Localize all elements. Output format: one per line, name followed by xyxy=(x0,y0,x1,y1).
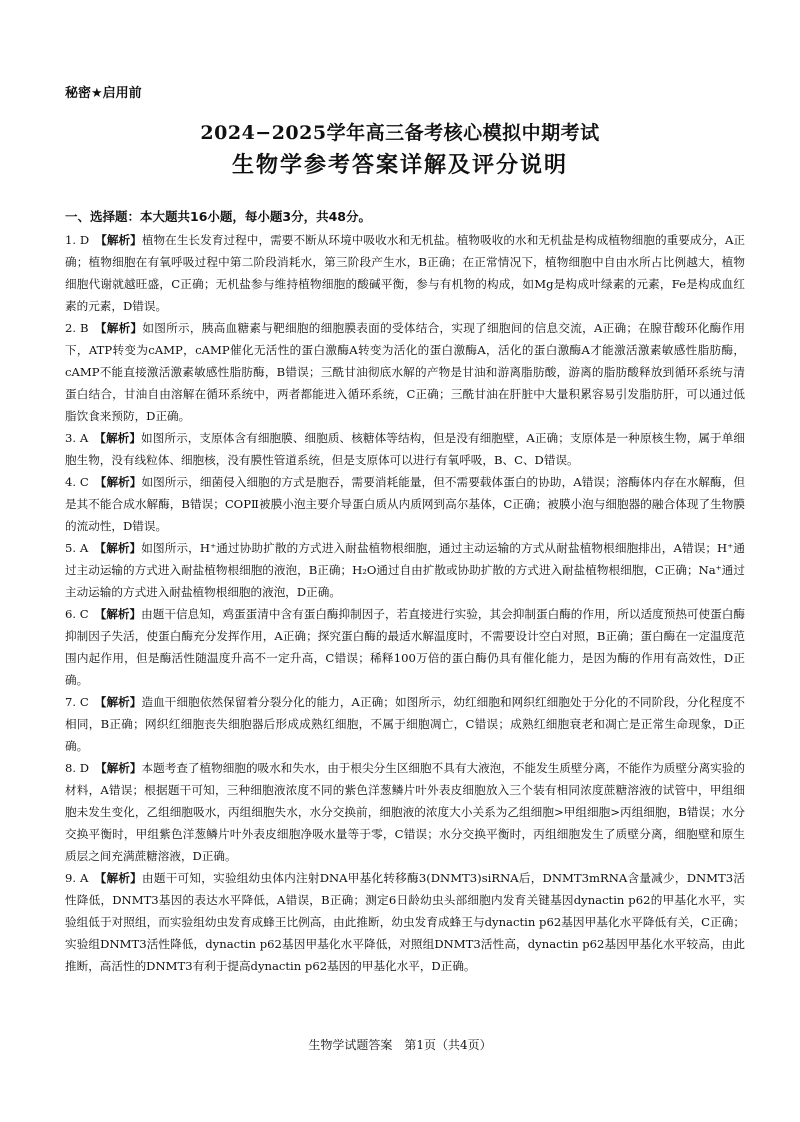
document-subtitle: 生物学参考答案详解及评分说明 xyxy=(231,153,568,178)
answer-explanation: 造血干细胞依然保留着分裂分化的能力，A正确；如图所示，幼红细胞和网织红细胞处于分化的不同阶段，分化程度不相同，B正确；网织红细胞丧失细胞器后形成成熟红细胞，不属于细胞凋亡，C错误；成熟红细胞衰老和凋亡是正常生命现象，D正确。 xyxy=(65,695,745,753)
analysis-tag: 【解析】 xyxy=(94,695,142,709)
answer-item-3 xyxy=(65,427,745,471)
answer-item-7 xyxy=(65,691,745,757)
answer-explanation: 植物在生长发育过程中，需要不断从环境中吸收水和无机盐。植物吸收的水和无机盐是构成植物细胞的重要成分，A正确；植物细胞在有氧呼吸过程中第二阶段消耗水，第三阶段产生水，B正确；在正常情况下，植物细胞中自由水所占比例越大，植物细胞代谢就越旺盛，C正确；无机盐参与维持植物细胞的酸碱平衡，参与有机物的构成，如Mg是构成叶绿素的元素，Fe是构成血红素的元素，D错误。 xyxy=(65,233,745,313)
exam-title: 2024−2025学年高三备考核心模拟中期考试 xyxy=(200,122,600,144)
analysis-tag: 【解析】 xyxy=(94,607,142,621)
answer-explanation: 如图所示，胰高血糖素与靶细胞的细胞膜表面的受体结合，实现了细胞间的信息交流，A正确；在腺苷酸环化酶作用下，ATP转变为cAMP，cAMP催化无活性的蛋白激酶A转变为活化的蛋白激酶A，活化的蛋白激酶A才能激活激素敏感性脂肪酶，cAMP不能直接激活激素敏感性脂肪酶，B错误；三酰甘油彻底水解的产物是甘油和游离脂肪酸，游离的脂肪酸释放到循环系统与清蛋白结合，甘油自由溶解在循环系统中，两者都能进入循环系统，C正确；三酰甘油在肝脏中大量积累容易引发脂肪肝，可以通过低脂饮食来预防，D正确。 xyxy=(65,321,745,423)
answer-item-4 xyxy=(65,471,745,537)
answer-explanation: 由题干信息知，鸡蛋蛋清中含有蛋白酶抑制因子，若直接进行实验，其会抑制蛋白酶的作用，所以适度预热可使蛋白酶抑制因子失活，使蛋白酶充分发挥作用，A正确；探究蛋白酶的最适水解温度时，不需要设计空白对照，B正确；蛋白酶在一定温度范围内起作用，但是酶活性随温度升高不一定升高，C错误；稀释100万倍的蛋白酶仍具有催化能力，是因为酶的作用有高效性，D正确。 xyxy=(65,607,745,687)
page-footer: 生物学试题答案 第1页（共4页） xyxy=(308,1038,492,1052)
answer-explanation: 本题考查了植物细胞的吸水和失水，由于根尖分生区细胞不具有大液泡，不能发生质壁分离，不能作为质壁分离实验的材料，A错误；根据题干可知，三种细胞液浓度不同的紫色洋葱鳞片叶外表皮细胞放入三个装有相同浓度蔗糖溶液的试管中，甲组细胞未发生变化，乙组细胞吸水，丙组细胞失水，水分交换前，细胞液的浓度大小关系为乙组细胞>甲组细胞>丙组细胞，B错误；水分交换平衡时，甲组紫色洋葱鳞片叶外表皮细胞净吸水量等于零，C错误；水分交换平衡时，丙组细胞发生了质壁分离，细胞壁和原生质层之间充满蔗糖溶液，D正确。 xyxy=(65,761,745,863)
answer-number: 9. A xyxy=(65,871,89,885)
confidential-mark: 秘密★启用前 xyxy=(65,86,142,101)
answer-number: 1. D xyxy=(65,233,90,247)
analysis-tag: 【解析】 xyxy=(95,761,142,775)
answer-explanation: 由题干可知，实验组幼虫体内注射DNA甲基化转移酶3(DNMT3)siRNA后，DNMT3mRNA含量减少，DNMT3活性降低，DNMT3基因的表达水平降低，A错误，B正确；测定6日龄幼虫头部细胞内发育关键基因dynactin p62的甲基化水平，实验组低于对照组，而实验组幼虫发育成蜂王比例高，由此推断，幼虫发育成蜂王与dynactin p62基因甲基化水平降低有关，C正确；实验组DNMT3活性降低，dynactin p62基因甲基化水平降低，对照组DNMT3活性高，dynactin p62基因甲基化水平较高，由此推断，高活性的DNMT3有利于提高dynactin p62基因的甲基化水平，D正确。 xyxy=(65,871,745,973)
answer-number: 2. B xyxy=(65,321,89,335)
answer-explanation: 如图所示，H⁺通过协助扩散的方式进入耐盐植物根细胞，通过主动运输的方式从耐盐植物根细胞排出，A错误；H⁺通过主动运输的方式进入耐盐植物根细胞的液泡，B正确；H₂O通过自由扩散或协助扩散的方式进入耐盐植物根细胞，C正确；Na⁺通过主动运输的方式进入耐盐植物根细胞的液泡，D正确。 xyxy=(65,541,745,599)
answer-number: 6. C xyxy=(65,607,89,621)
answer-number: 8. D xyxy=(65,761,90,775)
answer-item-9 xyxy=(65,867,745,977)
answer-item-5 xyxy=(65,537,745,603)
analysis-tag: 【解析】 xyxy=(94,541,142,555)
answer-item-8 xyxy=(65,757,745,867)
answer-explanation: 如图所示，支原体含有细胞膜、细胞质、核糖体等结构，但是没有细胞壁，A正确；支原体是一种原核生物，属于单细胞生物，没有线粒体、细胞核，没有膜性管道系统，但是支原体可以进行有氧呼吸，B、C、D错误。 xyxy=(65,431,745,467)
answer-number: 3. A xyxy=(65,431,89,445)
answer-item-2 xyxy=(65,317,745,427)
answer-item-6 xyxy=(65,603,745,691)
analysis-tag: 【解析】 xyxy=(94,431,142,445)
analysis-tag: 【解析】 xyxy=(94,321,143,335)
answer-number: 5. A xyxy=(65,541,89,555)
analysis-tag: 【解析】 xyxy=(94,871,143,885)
answer-number: 4. C xyxy=(65,475,89,489)
answer-explanation: 如图所示，细菌侵入细胞的方式是胞吞，需要消耗能量，但不需要载体蛋白的协助，A错误；溶酶体内存在水解酶，但是其不能合成水解酶，B错误；COPⅡ被膜小泡主要介导蛋白质从内质网到高尔基体，C正确；被膜小泡与细胞器的融合体现了生物膜的流动性，D错误。 xyxy=(65,475,745,533)
answer-item-1 xyxy=(65,229,745,317)
answer-number: 7. C xyxy=(65,695,89,709)
answer-list xyxy=(65,229,745,977)
analysis-tag: 【解析】 xyxy=(95,233,142,247)
section-heading: 一、选择题：本大题共16小题，每小题3分，共48分。 xyxy=(65,209,371,224)
analysis-tag: 【解析】 xyxy=(94,475,142,489)
